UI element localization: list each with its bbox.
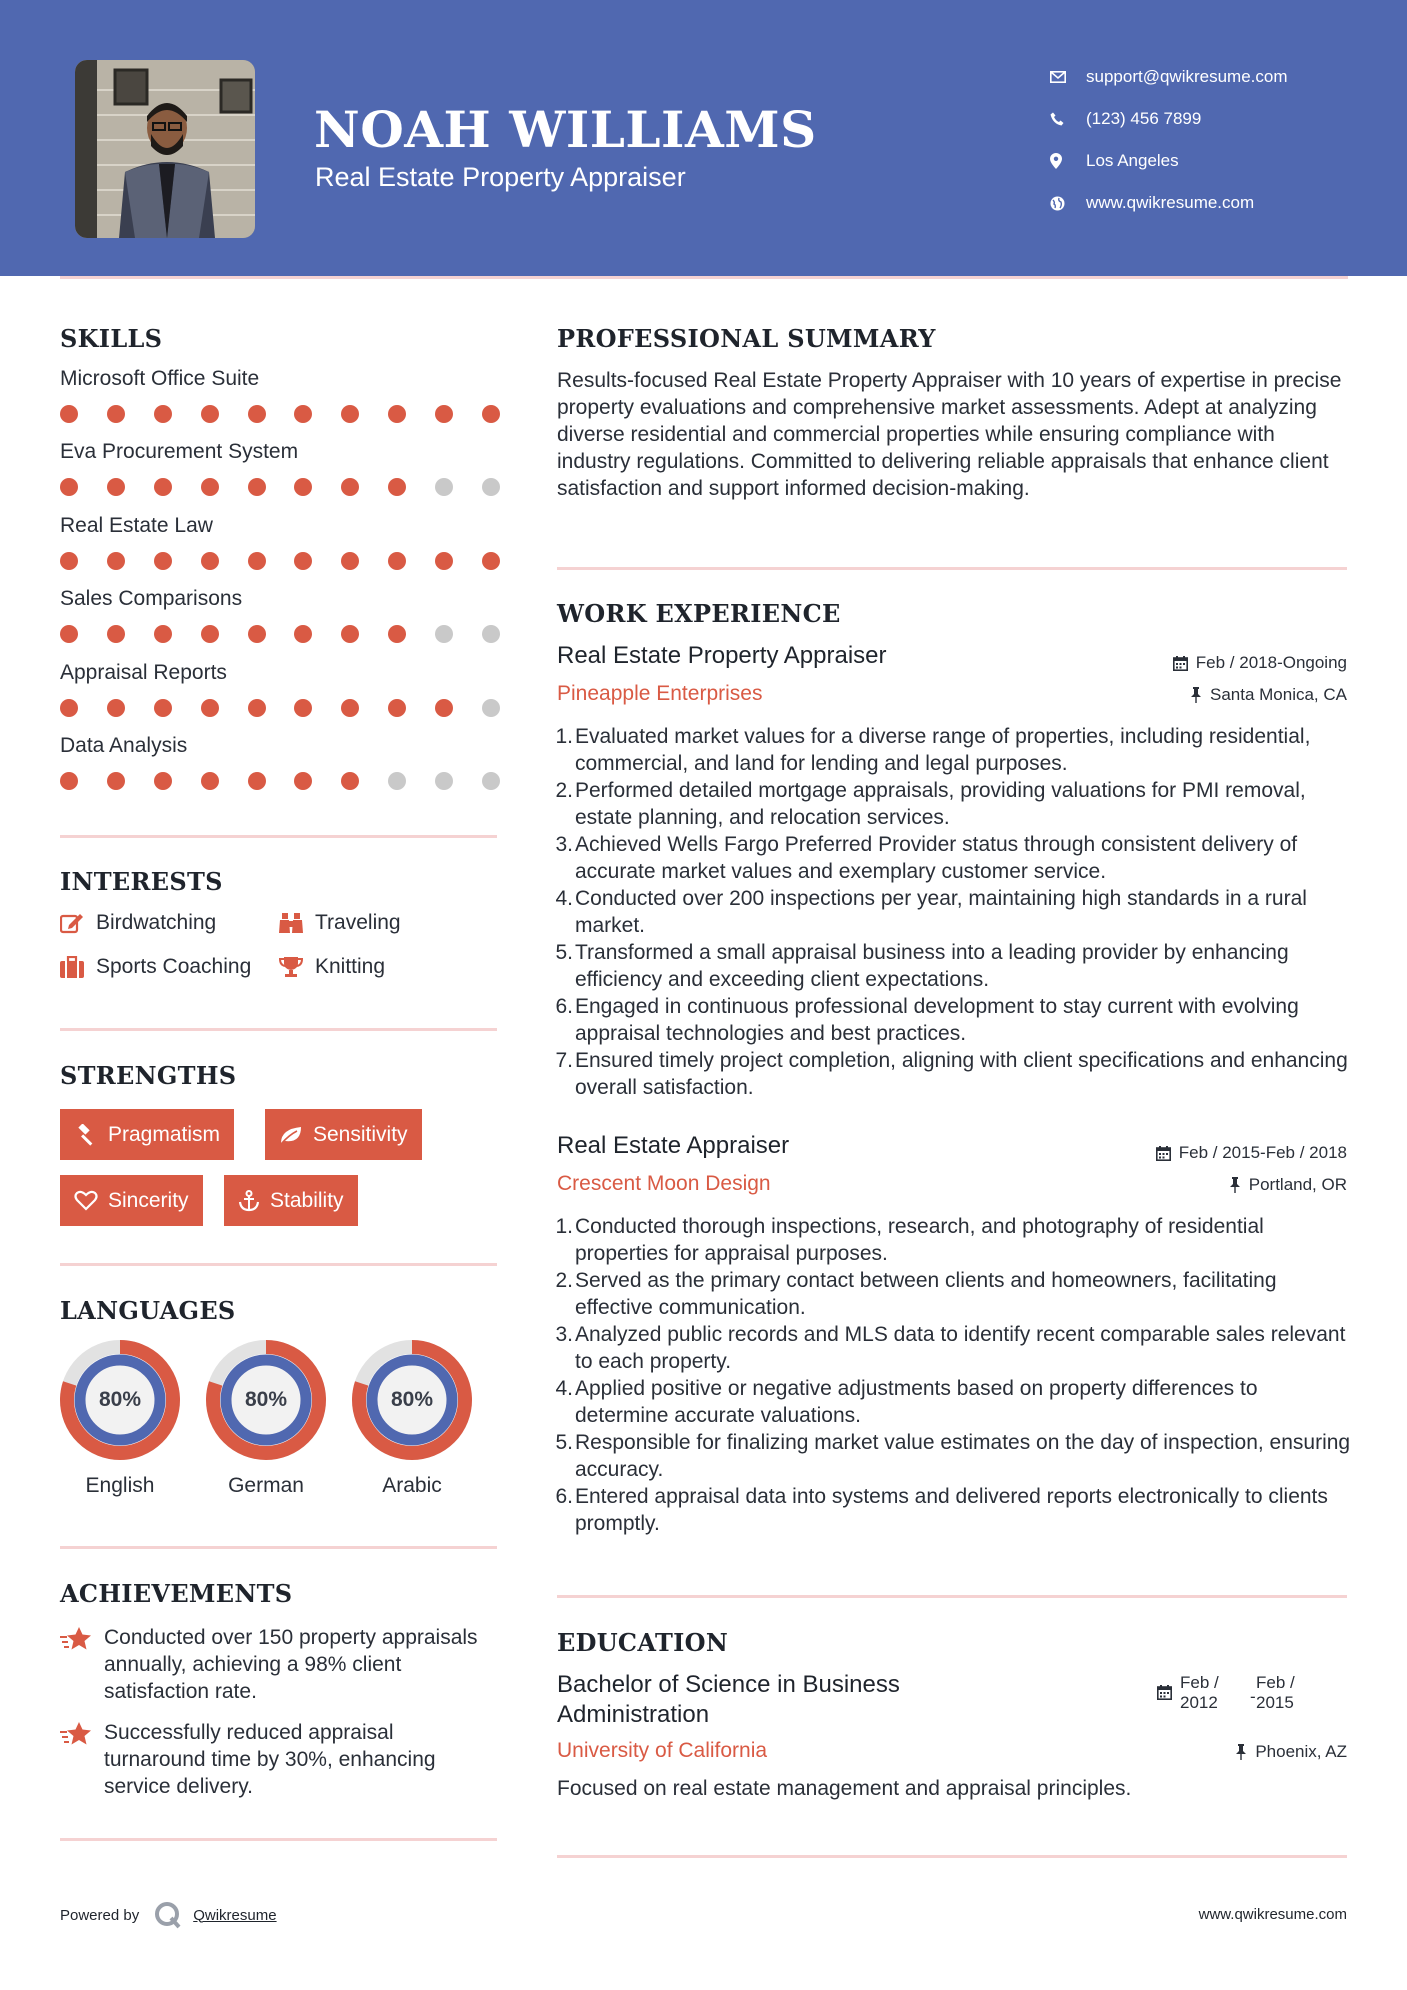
rating-dot-filled: [248, 699, 266, 717]
rating-dot-filled: [248, 772, 266, 790]
responsibility-item: [557, 1375, 1351, 1429]
rating-dot-filled: [388, 552, 406, 570]
contact-list: [1050, 56, 1288, 224]
interest-label: Knitting: [315, 955, 386, 978]
language-name: Arabic: [382, 1474, 442, 1497]
edit-icon: [60, 912, 84, 934]
achievement-item: [60, 1624, 500, 1705]
job-dates: [1156, 1143, 1347, 1163]
responsibility-text: Analyzed public records and MLS data to identify recent comparable sales relevant to each property.: [575, 1323, 1346, 1373]
skill-name: Microsoft Office Suite: [60, 367, 260, 390]
job-location: [1229, 1175, 1347, 1195]
responsibility-item: [557, 831, 1351, 885]
responsibility-item: [557, 993, 1351, 1047]
responsibility-item: [557, 1429, 1351, 1483]
job-location-text: Santa Monica, CA: [1209, 685, 1347, 704]
contact-website[interactable]: [1050, 182, 1288, 224]
language-ring: [351, 1339, 473, 1461]
list-number: 2.: [555, 779, 573, 802]
job-dates: [1173, 653, 1347, 673]
rating-dot-filled: [248, 625, 266, 643]
responsibility-text: Responsible for finalizing market value estimates on the day of inspection, ensuring accuracy.: [575, 1431, 1351, 1481]
rating-dot-filled: [60, 699, 78, 717]
strengths-heading: STRENGTHS: [60, 1061, 237, 1090]
rating-dot-filled: [60, 552, 78, 570]
rating-dot-filled: [60, 478, 78, 496]
job-location-text: Portland, OR: [1248, 1175, 1347, 1194]
star-icon: [60, 1626, 92, 1652]
summary-divider: [557, 567, 1347, 570]
skill-rating: [60, 625, 500, 643]
rating-dot-empty: [435, 478, 453, 496]
responsibility-text: Conducted thorough inspections, research, and photography of residential properties for appraisal purposes.: [575, 1215, 1264, 1265]
responsibility-text: Evaluated market values for a diverse range of properties, including residential, commercial, and land for lending and legal purposes.: [575, 725, 1311, 775]
interest-item: [60, 955, 251, 979]
summary-heading: PROFESSIONAL SUMMARY: [557, 324, 936, 353]
experience-divider: [557, 1595, 1347, 1598]
rating-dot-empty: [482, 772, 500, 790]
rating-dot-filled: [154, 552, 172, 570]
rating-dot-filled: [107, 625, 125, 643]
skill-rating: [60, 699, 500, 717]
phone-icon: [1050, 112, 1086, 126]
rating-dot-filled: [107, 552, 125, 570]
candidate-role: Real Estate Property Appraiser: [315, 162, 686, 192]
rating-dot-filled: [388, 478, 406, 496]
interest-label: Birdwatching: [96, 911, 217, 934]
rating-dot-empty: [482, 478, 500, 496]
calendar-icon: [1156, 1146, 1171, 1161]
contact-phone-text: (123) 456 7899: [1086, 109, 1202, 128]
education-start-month: Feb /: [1180, 1673, 1219, 1692]
contact-email[interactable]: [1050, 56, 1288, 98]
powered-by: [60, 1900, 277, 1930]
list-number: 7.: [555, 1049, 573, 1072]
list-number: 4.: [555, 1377, 573, 1400]
contact-phone[interactable]: [1050, 98, 1288, 140]
summary-text: Results-focused Real Estate Property Appraiser with 10 years of expertise in precise property evaluations and comprehensive market assessments. Adept at analyzing diverse residential and commercial properties while ensuring compliance with industry regulations. Committed to delivering reliable appraisals that enhance client satisfaction and support informed decision-making.: [557, 369, 1342, 500]
language-ring: [205, 1339, 327, 1461]
rating-dot-filled: [154, 405, 172, 423]
rating-dot-filled: [388, 699, 406, 717]
rating-dot-filled: [201, 405, 219, 423]
responsibility-item: [557, 1483, 1351, 1537]
strength-tag: [265, 1109, 422, 1160]
job-responsibilities: [557, 723, 1351, 1101]
interest-label: Sports Coaching: [96, 955, 252, 978]
strength-label: Sincerity: [108, 1188, 189, 1212]
interest-label: Traveling: [315, 911, 401, 934]
rating-dot-filled: [294, 552, 312, 570]
header-divider: [60, 276, 1348, 279]
responsibility-item: [557, 777, 1351, 831]
list-number: 5.: [555, 941, 573, 964]
pushpin-icon: [1235, 1744, 1247, 1760]
rating-dot-filled: [201, 552, 219, 570]
skill-name: Real Estate Law: [60, 513, 213, 537]
rating-dot-filled: [341, 625, 359, 643]
pushpin-icon: [1190, 687, 1202, 703]
degree-line-2: Administration: [557, 1701, 710, 1728]
education-heading: EDUCATION: [557, 1628, 729, 1657]
achievement-text: Conducted over 150 property appraisals annually, achieving a 98% client satisfaction rate.: [104, 1626, 478, 1703]
skill-rating: [60, 405, 500, 423]
resume-header: [0, 0, 1407, 276]
rating-dot-filled: [248, 552, 266, 570]
candidate-name: NOAH WILLIAMS: [314, 100, 817, 159]
strength-tag: [60, 1175, 203, 1226]
responsibility-item: [557, 1321, 1351, 1375]
rating-dot-filled: [201, 625, 219, 643]
experience-heading: WORK EXPERIENCE: [557, 599, 841, 628]
rating-dot-filled: [154, 625, 172, 643]
rating-dot-filled: [60, 772, 78, 790]
responsibility-text: Performed detailed mortgage appraisals, providing valuations for PMI removal, estate planning, and relocation services.: [575, 779, 1306, 829]
job-responsibilities: [557, 1213, 1351, 1537]
footer-website[interactable]: www.qwikresume.com: [1198, 1906, 1347, 1923]
list-number: 1.: [555, 725, 573, 748]
trophy-icon: [279, 956, 303, 978]
rating-dot-filled: [201, 699, 219, 717]
education-location-text: Phoenix, AZ: [1255, 1742, 1347, 1761]
languages-divider: [60, 1546, 497, 1549]
achievement-text: Successfully reduced appraisal turnaround time by 30%, enhancing service delivery.: [104, 1721, 436, 1798]
rating-dot-filled: [435, 405, 453, 423]
responsibility-item: [557, 885, 1351, 939]
interests-divider: [60, 1028, 497, 1031]
skill-name: Eva Procurement System: [60, 440, 299, 464]
strength-label: Pragmatism: [108, 1122, 221, 1146]
rating-dot-filled: [154, 699, 172, 717]
achievements-heading: ACHIEVEMENTS: [60, 1579, 293, 1608]
rating-dot-filled: [248, 405, 266, 423]
rating-dot-filled: [154, 478, 172, 496]
rating-dot-filled: [201, 772, 219, 790]
leaf-icon: [279, 1125, 303, 1145]
interest-item: [279, 911, 401, 935]
skill-name: Sales Comparisons: [60, 587, 243, 611]
degree-line-1: Bachelor of Science in Business: [557, 1671, 900, 1698]
education-end-month: Feb /: [1256, 1673, 1295, 1692]
contact-email-text: support@qwikresume.com: [1086, 67, 1288, 86]
rating-dot-filled: [341, 478, 359, 496]
rating-dot-empty: [435, 625, 453, 643]
education-end-year: 2015: [1256, 1693, 1294, 1712]
skill-name: Data Analysis: [60, 734, 188, 757]
rating-dot-filled: [294, 772, 312, 790]
rating-dot-filled: [294, 625, 312, 643]
gavel-icon: [74, 1124, 98, 1146]
rating-dot-filled: [341, 405, 359, 423]
heart-icon: [74, 1190, 98, 1211]
list-number: 4.: [555, 887, 573, 910]
qwikresume-link[interactable]: Qwikresume: [193, 1906, 277, 1924]
language-percent: 80%: [98, 1388, 142, 1411]
qwikresume-logo-icon: [153, 1900, 183, 1930]
rating-dot-empty: [482, 699, 500, 717]
responsibility-item: [557, 1213, 1351, 1267]
globe-icon: [1050, 196, 1086, 211]
job-company: Pineapple Enterprises: [557, 682, 763, 705]
education-start-year: 2012: [1180, 1693, 1218, 1712]
rating-dot-filled: [388, 405, 406, 423]
rating-dot-filled: [341, 699, 359, 717]
calendar-icon: [1173, 656, 1188, 671]
rating-dot-filled: [435, 552, 453, 570]
list-number: 2.: [555, 1269, 573, 1292]
responsibility-item: [557, 939, 1351, 993]
map-marker-icon: [1050, 153, 1086, 169]
rating-dot-filled: [482, 405, 500, 423]
rating-dot-empty: [482, 625, 500, 643]
job-dates-text: Feb / 2018-Ongoing: [1195, 653, 1347, 672]
rating-dot-filled: [435, 699, 453, 717]
list-number: 6.: [555, 995, 573, 1018]
interests-heading: INTERESTS: [60, 867, 223, 896]
languages-heading: LANGUAGES: [60, 1296, 236, 1325]
contact-website-text: www.qwikresume.com: [1086, 193, 1255, 212]
rating-dot-empty: [388, 772, 406, 790]
skill-name: Appraisal Reports: [60, 660, 227, 684]
list-number: 1.: [555, 1215, 573, 1238]
binoculars-icon: [279, 912, 303, 934]
skill-rating: [60, 552, 500, 570]
education-location: [1235, 1742, 1347, 1762]
powered-by-label: Powered by: [60, 1906, 140, 1924]
education-dates: [1157, 1673, 1312, 1713]
responsibility-item: [557, 1047, 1351, 1101]
contact-location-text: Los Angeles: [1086, 151, 1179, 170]
education-divider: [557, 1855, 1347, 1858]
skills-heading: SKILLS: [60, 324, 163, 353]
responsibility-text: Served as the primary contact between clients and homeowners, facilitating effective communication.: [575, 1269, 1277, 1319]
skills-divider: [60, 835, 497, 838]
strength-tag: [224, 1175, 358, 1226]
skill-rating: [60, 772, 500, 790]
education-start: [1180, 1673, 1250, 1713]
rating-dot-filled: [248, 478, 266, 496]
rating-dot-filled: [107, 405, 125, 423]
rating-dot-filled: [154, 772, 172, 790]
strengths-divider: [60, 1263, 497, 1266]
rating-dot-filled: [388, 625, 406, 643]
achievements-divider: [60, 1838, 497, 1841]
strength-label: Stability: [270, 1188, 344, 1212]
education-school: University of California: [557, 1739, 768, 1762]
rating-dot-empty: [435, 772, 453, 790]
list-number: 5.: [555, 1431, 573, 1454]
responsibility-text: Engaged in continuous professional development to stay current with evolving appraisal technologies and best practices.: [575, 995, 1299, 1045]
rating-dot-filled: [107, 699, 125, 717]
responsibility-text: Conducted over 200 inspections per year, maintaining high standards in a rural market.: [575, 887, 1307, 937]
job-title: Real Estate Property Appraiser: [557, 642, 887, 669]
rating-dot-filled: [341, 552, 359, 570]
skill-rating: [60, 478, 500, 496]
interest-item: [279, 955, 385, 979]
responsibility-item: [557, 723, 1351, 777]
rating-dot-filled: [60, 625, 78, 643]
rating-dot-filled: [107, 478, 125, 496]
responsibility-text: Entered appraisal data into systems and delivered reports electronically to clients promptly.: [575, 1485, 1328, 1535]
responsibility-text: Ensured timely project completion, aligning with client specifications and enhancing overall satisfaction.: [575, 1049, 1348, 1099]
education-end: [1256, 1673, 1312, 1713]
rating-dot-filled: [201, 478, 219, 496]
list-number: 3.: [555, 833, 573, 856]
responsibility-text: Transformed a small appraisal business into a leading provider by enhancing efficiency and exceeding client expectations.: [575, 941, 1289, 991]
pushpin-icon: [1229, 1177, 1241, 1193]
strength-label: Sensitivity: [313, 1122, 408, 1146]
language-percent: 80%: [244, 1388, 288, 1411]
list-number: 3.: [555, 1323, 573, 1346]
profile-photo: [75, 60, 255, 238]
list-number: 6.: [555, 1485, 573, 1508]
contact-location: [1050, 140, 1288, 182]
job-location: [1190, 685, 1347, 705]
rating-dot-filled: [482, 552, 500, 570]
language-name: German: [228, 1474, 304, 1497]
job-title: Real Estate Appraiser: [557, 1132, 790, 1159]
responsibility-text: Achieved Wells Fargo Preferred Provider status through consistent delivery of accurate market values and exemplary customer service.: [575, 833, 1298, 883]
envelope-icon: [1050, 71, 1086, 83]
date-dash: -: [1250, 1687, 1256, 1706]
language-name: English: [85, 1474, 155, 1497]
star-icon: [60, 1721, 92, 1747]
achievement-item: [60, 1719, 500, 1800]
profile-photo-illustration: [75, 60, 255, 238]
rating-dot-filled: [107, 772, 125, 790]
interest-item: [60, 911, 216, 935]
rating-dot-filled: [294, 699, 312, 717]
rating-dot-filled: [60, 405, 78, 423]
job-dates-text: Feb / 2015-Feb / 2018: [1178, 1143, 1347, 1162]
responsibility-text: Applied positive or negative adjustments based on property differences to determine accurate valuations.: [575, 1377, 1258, 1427]
rating-dot-filled: [294, 405, 312, 423]
responsibility-item: [557, 1267, 1351, 1321]
calendar-icon: [1157, 1685, 1172, 1700]
briefcase-icon: [60, 956, 84, 978]
job-company: Crescent Moon Design: [557, 1172, 771, 1195]
language-ring: [59, 1339, 181, 1461]
rating-dot-filled: [294, 478, 312, 496]
strength-tag: [60, 1109, 234, 1160]
anchor-icon: [238, 1190, 260, 1212]
rating-dot-filled: [341, 772, 359, 790]
education-description: Focused on real estate management and appraisal principles.: [557, 1777, 1132, 1800]
language-percent: 80%: [390, 1388, 434, 1411]
